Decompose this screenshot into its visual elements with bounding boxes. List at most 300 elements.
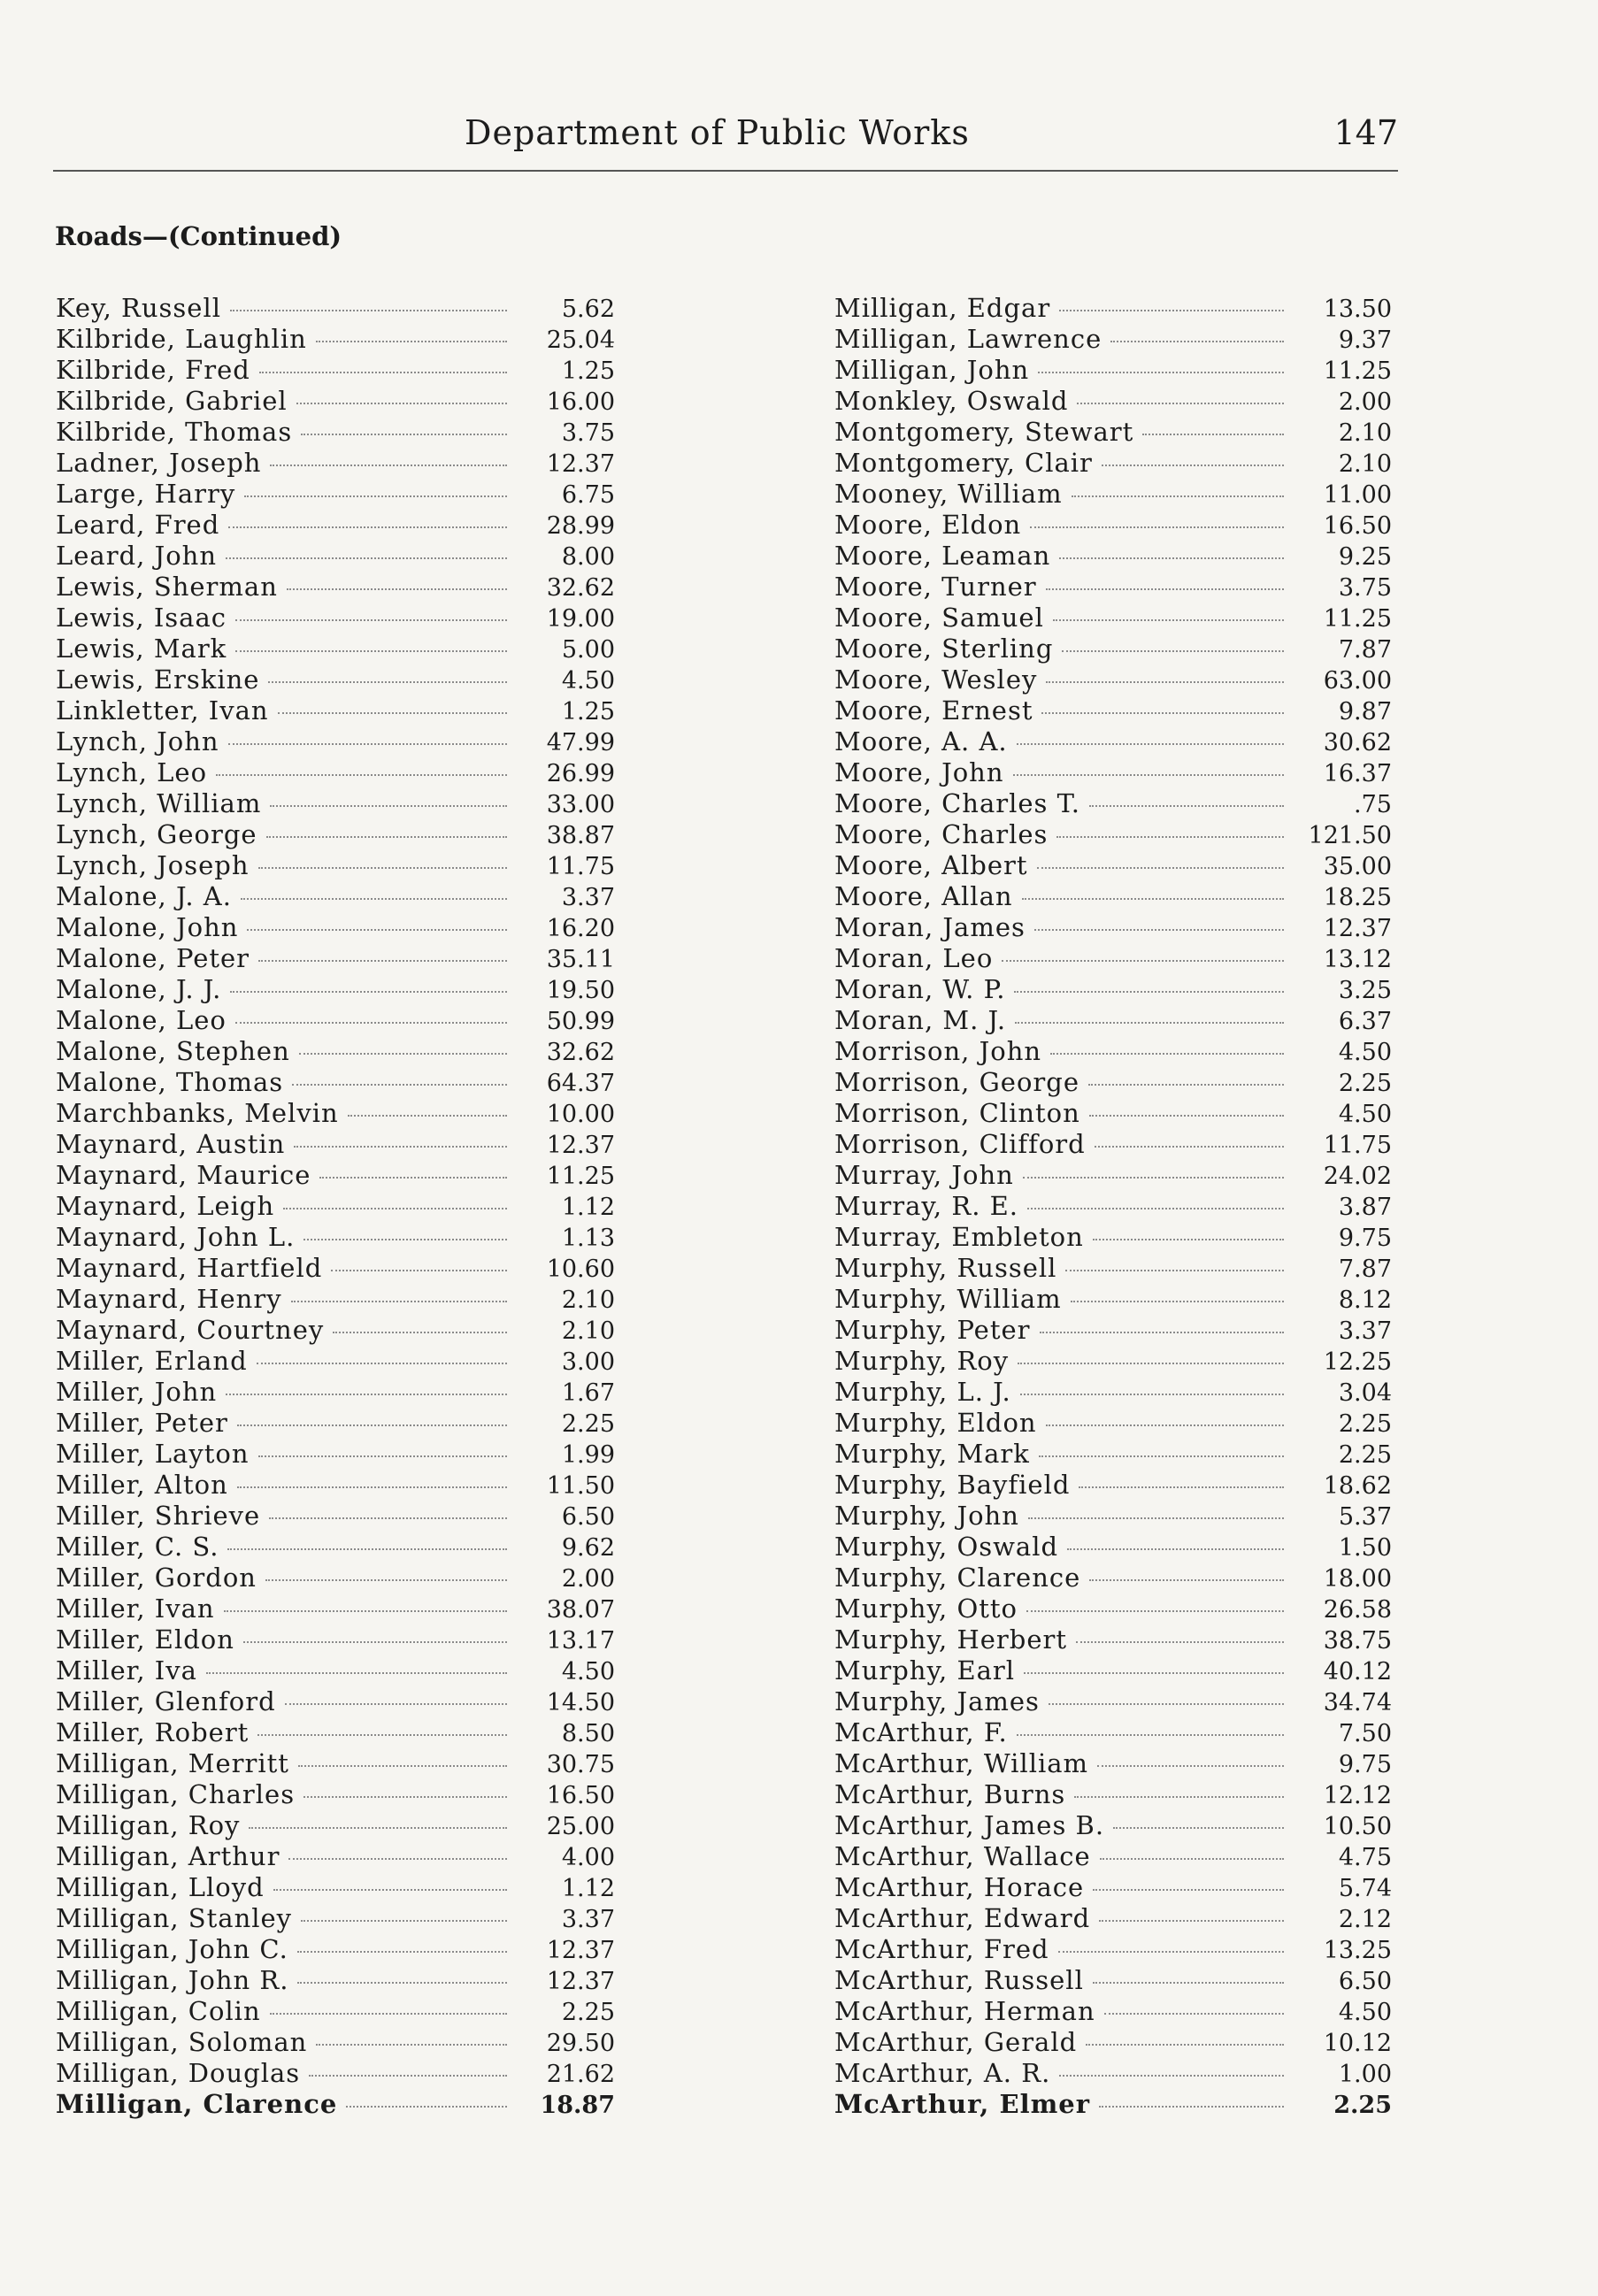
page-title: Department of Public Works bbox=[465, 113, 970, 152]
dot-leader bbox=[1095, 1146, 1284, 1148]
dot-leader bbox=[294, 1146, 507, 1148]
payee-name: Murray, Embleton bbox=[834, 1222, 1084, 1252]
amount-value: 10.00 bbox=[546, 1101, 615, 1128]
amount-value: 18.62 bbox=[1323, 1472, 1392, 1500]
dot-leader bbox=[1014, 991, 1284, 993]
dot-leader bbox=[1046, 588, 1284, 590]
payee-name: Moore, Turner bbox=[834, 572, 1037, 602]
amount-value: 16.37 bbox=[1323, 760, 1392, 787]
list-item bbox=[834, 695, 1392, 726]
list-item bbox=[56, 510, 615, 541]
amount-value: 2.10 bbox=[561, 1317, 615, 1345]
dot-leader bbox=[299, 1053, 507, 1055]
amount-value: 35.11 bbox=[546, 946, 615, 973]
amount-value: 8.12 bbox=[1338, 1286, 1392, 1314]
list-item bbox=[834, 448, 1392, 479]
list-item bbox=[834, 850, 1392, 881]
list-item bbox=[834, 881, 1392, 912]
list-item bbox=[834, 1439, 1392, 1470]
dot-leader bbox=[1023, 1177, 1284, 1179]
list-item bbox=[56, 1377, 615, 1408]
amount-value: 64.37 bbox=[546, 1070, 615, 1097]
amount-value: 2.25 bbox=[1338, 1441, 1392, 1469]
list-item bbox=[834, 1934, 1392, 1965]
payee-name: Murphy, Eldon bbox=[834, 1408, 1037, 1438]
payee-name: Murphy, Mark bbox=[834, 1439, 1030, 1469]
list-item bbox=[56, 1996, 615, 2027]
list-item bbox=[834, 572, 1392, 603]
payee-name: Large, Harry bbox=[56, 479, 236, 509]
amount-value: 12.37 bbox=[546, 1937, 615, 1964]
amount-value: 5.00 bbox=[561, 636, 615, 664]
payee-name: Murphy, John bbox=[834, 1501, 1019, 1531]
list-item bbox=[834, 1841, 1392, 1872]
dot-leader bbox=[1062, 650, 1284, 652]
amount-value: 12.25 bbox=[1323, 1348, 1392, 1376]
list-item bbox=[56, 1222, 615, 1253]
amount-value: 24.02 bbox=[1323, 1163, 1392, 1190]
payee-name: Maynard, Courtney bbox=[56, 1315, 325, 1345]
list-item bbox=[56, 1593, 615, 1624]
dot-leader bbox=[258, 1455, 507, 1457]
list-item bbox=[834, 1284, 1392, 1315]
amount-value: 19.00 bbox=[546, 605, 615, 633]
payee-name: Milligan, Lawrence bbox=[834, 324, 1102, 354]
payee-name: Miller, Robert bbox=[56, 1717, 250, 1747]
dot-leader bbox=[235, 619, 507, 621]
amount-value: 11.25 bbox=[546, 1163, 615, 1190]
list-item bbox=[834, 1005, 1392, 1036]
dot-leader bbox=[1089, 1115, 1284, 1117]
amount-value: 6.50 bbox=[561, 1503, 615, 1531]
amount-value: 11.50 bbox=[546, 1472, 615, 1500]
dot-leader bbox=[1089, 805, 1284, 807]
dot-leader bbox=[230, 991, 507, 993]
list-item bbox=[56, 1717, 615, 1748]
dot-leader bbox=[1056, 836, 1284, 838]
list-item bbox=[56, 1470, 615, 1501]
list-item bbox=[834, 757, 1392, 788]
amount-value: 26.58 bbox=[1323, 1596, 1392, 1624]
amount-value: 19.50 bbox=[546, 977, 615, 1004]
payee-name: Murphy, Peter bbox=[834, 1315, 1031, 1345]
payee-name: McArthur, James B. bbox=[834, 1810, 1105, 1840]
amount-value: 16.20 bbox=[546, 915, 615, 942]
dot-leader bbox=[1088, 1084, 1284, 1086]
payee-name: Milligan, Roy bbox=[56, 1810, 241, 1840]
list-item bbox=[834, 1686, 1392, 1717]
list-item bbox=[56, 1036, 615, 1067]
payee-name: Moore, John bbox=[834, 757, 1004, 787]
dot-leader bbox=[1037, 867, 1284, 869]
payee-name: McArthur, F. bbox=[834, 1717, 1008, 1747]
list-item bbox=[56, 1284, 615, 1315]
amount-value: 11.25 bbox=[1323, 357, 1392, 385]
payee-name: Moore, Ernest bbox=[834, 695, 1033, 726]
dot-leader bbox=[228, 526, 507, 528]
list-item bbox=[56, 1563, 615, 1593]
dot-leader bbox=[1076, 1641, 1284, 1643]
list-item bbox=[834, 1036, 1392, 1067]
dot-leader bbox=[1018, 1363, 1284, 1364]
payee-name: Moran, W. P. bbox=[834, 974, 1006, 1004]
payee-name: Milligan, Colin bbox=[56, 1996, 261, 2026]
payee-name: Maynard, John L. bbox=[56, 1222, 296, 1252]
list-item bbox=[56, 1655, 615, 1686]
payee-name: Kilbride, Laughlin bbox=[56, 324, 307, 354]
dot-leader bbox=[297, 1982, 507, 1984]
amount-value: 32.62 bbox=[546, 1039, 615, 1066]
list-item bbox=[56, 1439, 615, 1470]
dot-leader bbox=[296, 403, 507, 404]
amount-value: 7.87 bbox=[1338, 636, 1392, 664]
amount-value: 34.74 bbox=[1323, 1689, 1392, 1716]
list-item bbox=[834, 541, 1392, 572]
payee-name: Lewis, Isaac bbox=[56, 603, 227, 633]
list-item bbox=[834, 943, 1392, 974]
amount-value: 2.25 bbox=[561, 1999, 615, 2026]
list-item bbox=[834, 386, 1392, 417]
amount-value: 13.17 bbox=[546, 1627, 615, 1655]
payee-name: Murphy, Roy bbox=[834, 1346, 1010, 1376]
amount-value: 12.37 bbox=[546, 1968, 615, 1995]
list-item bbox=[834, 1655, 1392, 1686]
list-item bbox=[56, 943, 615, 974]
list-item bbox=[56, 634, 615, 664]
amount-value: 4.50 bbox=[1338, 1039, 1392, 1066]
list-item bbox=[834, 1624, 1392, 1655]
payee-name: Lynch, George bbox=[56, 819, 257, 849]
amount-value: 4.50 bbox=[561, 1658, 615, 1686]
payee-name: Lewis, Mark bbox=[56, 634, 227, 664]
payee-name: Malone, J. A. bbox=[56, 881, 232, 911]
list-item bbox=[834, 1965, 1392, 1996]
dot-leader bbox=[1104, 2013, 1284, 2015]
amount-value: 1.00 bbox=[1338, 2061, 1392, 2088]
dot-leader bbox=[278, 712, 507, 714]
amount-value: 38.07 bbox=[546, 1596, 615, 1624]
payee-name: Lynch, Joseph bbox=[56, 850, 250, 880]
dot-leader bbox=[1100, 1858, 1284, 1860]
amount-value: 3.00 bbox=[561, 1348, 615, 1376]
dot-leader bbox=[1067, 1548, 1284, 1550]
list-item bbox=[834, 293, 1392, 324]
list-item bbox=[834, 1810, 1392, 1841]
list-item bbox=[56, 541, 615, 572]
payee-name: Marchbanks, Melvin bbox=[56, 1098, 339, 1128]
amount-value: 32.62 bbox=[546, 574, 615, 602]
dot-leader bbox=[268, 681, 507, 683]
amount-value: 4.50 bbox=[1338, 1101, 1392, 1128]
list-item bbox=[56, 664, 615, 695]
dot-leader bbox=[1017, 743, 1284, 745]
payee-name: Malone, Leo bbox=[56, 1005, 227, 1035]
dot-leader bbox=[1027, 1208, 1284, 1209]
dot-leader bbox=[309, 2075, 507, 2077]
dot-leader bbox=[316, 341, 507, 342]
payee-name: Moore, Sterling bbox=[834, 634, 1054, 664]
dot-leader bbox=[1079, 1486, 1284, 1488]
list-item bbox=[834, 324, 1392, 355]
amount-value: 2.25 bbox=[561, 1410, 615, 1438]
dot-leader bbox=[1102, 465, 1284, 466]
list-item bbox=[834, 1748, 1392, 1779]
list-item bbox=[56, 788, 615, 819]
amount-value: 12.12 bbox=[1323, 1782, 1392, 1809]
amount-value: 18.25 bbox=[1323, 884, 1392, 911]
amount-value: 1.25 bbox=[561, 357, 615, 385]
amount-value: 1.12 bbox=[561, 1875, 615, 1902]
list-item bbox=[56, 1315, 615, 1346]
amount-value: 63.00 bbox=[1323, 667, 1392, 695]
list-item bbox=[56, 974, 615, 1005]
list-item bbox=[56, 572, 615, 603]
amount-value: 4.50 bbox=[561, 667, 615, 695]
list-item bbox=[56, 2089, 615, 2120]
dot-leader bbox=[230, 310, 507, 311]
dot-leader bbox=[273, 1889, 507, 1891]
list-item bbox=[56, 1346, 615, 1377]
amount-value: 10.60 bbox=[546, 1256, 615, 1283]
payee-name: Milligan, Edgar bbox=[834, 293, 1051, 323]
payee-name: Maynard, Austin bbox=[56, 1129, 286, 1159]
amount-value: .75 bbox=[1354, 791, 1392, 818]
dot-leader bbox=[301, 434, 507, 435]
dot-leader bbox=[226, 557, 507, 559]
payee-name: Murphy, L. J. bbox=[834, 1377, 1011, 1407]
payee-name: Milligan, John R. bbox=[56, 1965, 289, 1995]
payee-name: Murphy, Oswald bbox=[834, 1532, 1059, 1562]
amount-value: 11.75 bbox=[546, 853, 615, 880]
amount-value: 7.50 bbox=[1338, 1720, 1392, 1747]
dot-leader bbox=[331, 1270, 507, 1271]
amount-value: 9.62 bbox=[561, 1534, 615, 1562]
dot-leader bbox=[1028, 1517, 1284, 1519]
payee-name: Milligan, John bbox=[834, 355, 1030, 385]
payee-name: Montgomery, Stewart bbox=[834, 417, 1134, 447]
amount-value: 1.13 bbox=[561, 1225, 615, 1252]
payee-name: Maynard, Maurice bbox=[56, 1160, 311, 1190]
list-item bbox=[834, 510, 1392, 541]
dot-leader bbox=[1024, 1672, 1284, 1674]
dot-leader bbox=[249, 1827, 507, 1829]
list-item bbox=[834, 1346, 1392, 1377]
payee-name: Kilbride, Gabriel bbox=[56, 386, 288, 416]
list-item bbox=[834, 1996, 1392, 2027]
amount-value: 9.37 bbox=[1338, 326, 1392, 354]
payee-name: Moore, Samuel bbox=[834, 603, 1044, 633]
list-item bbox=[834, 1532, 1392, 1563]
payee-name: Miller, Ivan bbox=[56, 1593, 215, 1624]
payee-name: Monkley, Oswald bbox=[834, 386, 1069, 416]
dot-leader bbox=[288, 1858, 507, 1860]
list-item bbox=[56, 1005, 615, 1036]
dot-leader bbox=[1034, 929, 1284, 931]
payee-name: Moran, James bbox=[834, 912, 1026, 942]
list-item bbox=[56, 1067, 615, 1098]
amount-value: 30.62 bbox=[1323, 729, 1392, 756]
dot-leader bbox=[316, 2044, 507, 2046]
list-item bbox=[56, 912, 615, 943]
dot-leader bbox=[235, 1022, 507, 1024]
list-item bbox=[834, 1222, 1392, 1253]
list-item bbox=[56, 603, 615, 634]
payee-name: Malone, John bbox=[56, 912, 239, 942]
list-item bbox=[56, 726, 615, 757]
payee-name: Murray, John bbox=[834, 1160, 1014, 1190]
amount-value: 3.37 bbox=[561, 884, 615, 911]
amount-value: 2.25 bbox=[1338, 1070, 1392, 1097]
amount-value: 5.37 bbox=[1338, 1503, 1392, 1531]
amount-value: 4.50 bbox=[1338, 1999, 1392, 2026]
dot-leader bbox=[319, 1177, 507, 1179]
dot-leader bbox=[333, 1332, 507, 1333]
payee-name: Montgomery, Clair bbox=[834, 448, 1093, 478]
amount-value: 8.00 bbox=[561, 543, 615, 571]
dot-leader bbox=[1022, 898, 1284, 900]
payee-name: Key, Russell bbox=[56, 293, 222, 323]
list-item bbox=[56, 293, 615, 324]
dot-leader bbox=[348, 1115, 507, 1117]
payee-name: Milligan, Douglas bbox=[56, 2058, 301, 2088]
list-item bbox=[834, 1315, 1392, 1346]
payee-name: Moore, Leaman bbox=[834, 541, 1051, 571]
dot-leader bbox=[1099, 1920, 1284, 1922]
payee-name: Morrison, George bbox=[834, 1067, 1079, 1097]
payee-name: Leard, Fred bbox=[56, 510, 220, 540]
amount-value: 28.99 bbox=[546, 512, 615, 540]
payee-name: Morrison, Clifford bbox=[834, 1129, 1086, 1159]
list-item bbox=[834, 1593, 1392, 1624]
amount-value: 18.00 bbox=[1323, 1565, 1392, 1593]
amount-value: 5.62 bbox=[561, 296, 615, 323]
list-item bbox=[56, 1965, 615, 1996]
dot-leader bbox=[241, 898, 507, 900]
amount-value: 6.37 bbox=[1338, 1008, 1392, 1035]
amount-value: 38.87 bbox=[546, 822, 615, 849]
list-item bbox=[56, 1501, 615, 1532]
list-item bbox=[56, 1748, 615, 1779]
amount-value: 3.75 bbox=[1338, 574, 1392, 602]
dot-leader bbox=[1013, 774, 1284, 776]
amount-value: 1.99 bbox=[561, 1441, 615, 1469]
amount-value: 1.25 bbox=[561, 698, 615, 726]
payee-name: Ladner, Joseph bbox=[56, 448, 262, 478]
dot-leader bbox=[287, 588, 507, 590]
payee-name: Miller, Alton bbox=[56, 1470, 228, 1500]
payee-name: Miller, John bbox=[56, 1377, 218, 1407]
amount-value: 11.25 bbox=[1323, 605, 1392, 633]
payee-name: Milligan, Soloman bbox=[56, 2027, 308, 2057]
amount-value: 10.12 bbox=[1323, 2030, 1392, 2057]
payee-name: Moore, Albert bbox=[834, 850, 1028, 880]
amount-value: 25.00 bbox=[546, 1813, 615, 1840]
payee-name: Milligan, Clarence bbox=[56, 2089, 338, 2119]
left-column-list bbox=[56, 293, 615, 2120]
list-item bbox=[56, 448, 615, 479]
dot-leader bbox=[228, 743, 507, 745]
list-item bbox=[56, 2058, 615, 2089]
list-item bbox=[834, 2027, 1392, 2058]
list-item bbox=[56, 417, 615, 448]
list-item bbox=[834, 1408, 1392, 1439]
payee-name: Murphy, Otto bbox=[834, 1593, 1018, 1624]
dot-leader bbox=[257, 1363, 507, 1364]
payee-name: Miller, Shrieve bbox=[56, 1501, 261, 1531]
payee-name: Milligan, Lloyd bbox=[56, 1872, 265, 1902]
payee-name: Linkletter, Ivan bbox=[56, 695, 269, 726]
dot-leader bbox=[1041, 712, 1284, 714]
dot-leader bbox=[1046, 681, 1284, 683]
dot-leader bbox=[1110, 341, 1284, 342]
amount-value: 4.75 bbox=[1338, 1844, 1392, 1871]
payee-name: Murphy, Earl bbox=[834, 1655, 1016, 1686]
dot-leader bbox=[270, 2013, 507, 2015]
list-item bbox=[56, 479, 615, 510]
amount-value: 9.75 bbox=[1338, 1751, 1392, 1778]
payee-name: Kilbride, Fred bbox=[56, 355, 250, 385]
list-item bbox=[834, 974, 1392, 1005]
dot-leader bbox=[291, 1301, 507, 1302]
payee-name: Miller, Peter bbox=[56, 1408, 228, 1438]
amount-value: 7.87 bbox=[1338, 1256, 1392, 1283]
payee-name: McArthur, Wallace bbox=[834, 1841, 1091, 1871]
list-item bbox=[834, 634, 1392, 664]
list-item bbox=[834, 1872, 1392, 1903]
dot-leader bbox=[292, 1084, 507, 1086]
payee-name: Morrison, John bbox=[834, 1036, 1042, 1066]
payee-name: McArthur, Horace bbox=[834, 1872, 1085, 1902]
amount-value: 12.37 bbox=[1323, 915, 1392, 942]
payee-name: Miller, Iva bbox=[56, 1655, 197, 1686]
payee-name: McArthur, Gerald bbox=[834, 2027, 1078, 2057]
amount-value: 29.50 bbox=[546, 2030, 615, 2057]
list-item bbox=[56, 1779, 615, 1810]
dot-leader bbox=[1050, 1053, 1284, 1055]
amount-value: 16.00 bbox=[546, 388, 615, 416]
amount-value: 13.12 bbox=[1323, 946, 1392, 973]
amount-value: 40.12 bbox=[1323, 1658, 1392, 1686]
dot-leader bbox=[1058, 1951, 1284, 1953]
dot-leader bbox=[258, 960, 507, 962]
dot-leader bbox=[1086, 2044, 1284, 2046]
amount-value: 38.75 bbox=[1323, 1627, 1392, 1655]
dot-leader bbox=[1026, 1610, 1284, 1612]
dot-leader bbox=[1059, 2075, 1284, 2077]
list-item bbox=[834, 1903, 1392, 1934]
dot-leader bbox=[237, 1424, 507, 1426]
list-item bbox=[834, 1160, 1392, 1191]
dot-leader bbox=[1059, 310, 1284, 311]
dot-leader bbox=[1077, 403, 1284, 404]
dot-leader bbox=[224, 1610, 507, 1612]
list-item bbox=[834, 355, 1392, 386]
list-item bbox=[56, 1532, 615, 1563]
dot-leader bbox=[216, 774, 507, 776]
amount-value: 1.67 bbox=[561, 1379, 615, 1407]
amount-value: 11.00 bbox=[1323, 481, 1392, 509]
amount-value: 6.50 bbox=[1338, 1968, 1392, 1995]
payee-name: Milligan, John C. bbox=[56, 1934, 288, 1964]
dot-leader bbox=[1030, 526, 1284, 528]
list-item bbox=[56, 1253, 615, 1284]
dot-leader bbox=[247, 929, 507, 931]
amount-value: 12.37 bbox=[546, 1132, 615, 1159]
dot-leader bbox=[285, 1703, 507, 1705]
dot-leader bbox=[1053, 619, 1284, 621]
dot-leader bbox=[1039, 1455, 1284, 1457]
dot-leader bbox=[1142, 434, 1284, 435]
